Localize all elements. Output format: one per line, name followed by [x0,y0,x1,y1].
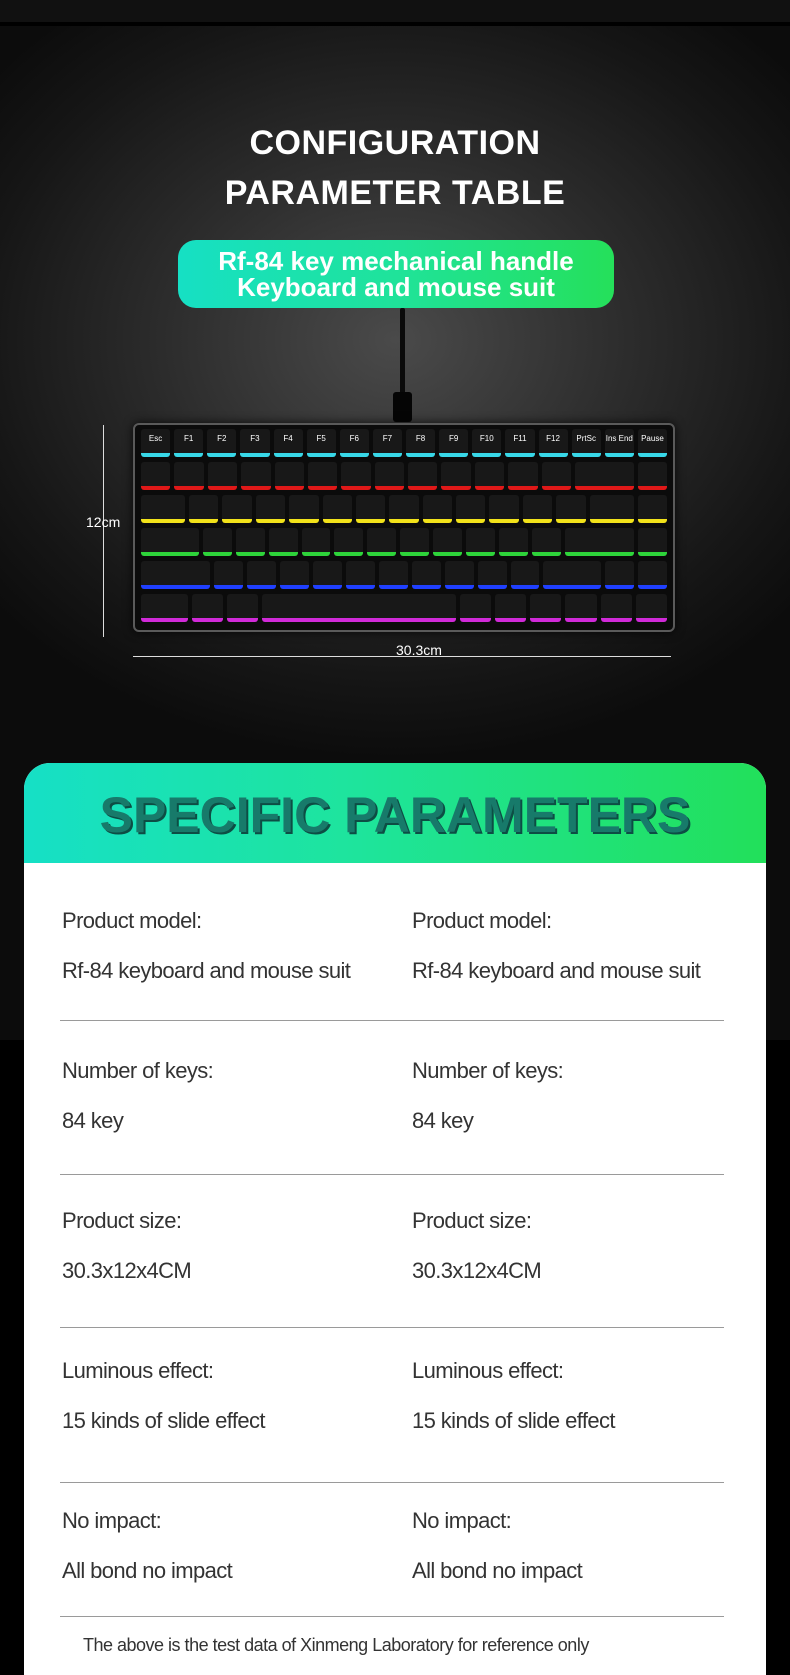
row-divider [60,1327,724,1328]
spec-row [24,1358,766,1508]
key [605,561,634,589]
key: F4 [274,429,303,457]
hero-title [0,118,790,218]
keyboard-row-shift [141,561,667,589]
hero-title-line2: PARAMETER TABLE [224,174,566,212]
key-arrow [565,594,596,622]
pill-line2: Keyboard and mouse suit [237,272,555,302]
key-enter [565,528,634,556]
key [275,462,304,490]
key: Ins End [605,429,634,457]
spec-label: Product size: [62,1208,182,1233]
width-dimension-label: 30.3cm [396,642,442,658]
keyboard-row-bottom [141,594,667,622]
key: F9 [439,429,468,457]
spec-label: Number of keys: [412,1058,564,1083]
spec-value: Rf-84 keyboard and mouse suit [62,958,351,983]
key-fn [192,594,223,622]
key [289,495,318,523]
key [247,561,276,589]
keyboard-row-function [141,429,667,457]
key [638,561,667,589]
key: F10 [472,429,501,457]
specs-card-header [24,763,766,863]
key-arrow [601,594,632,622]
key: Esc [141,429,170,457]
row-divider [60,1616,724,1617]
spec-value: 15 kinds of slide effect [412,1408,615,1433]
key [203,528,232,556]
key-alt [227,594,258,622]
key-alt [460,594,491,622]
key: F7 [373,429,402,457]
key: F12 [539,429,568,457]
key [341,462,370,490]
key [638,495,667,523]
key-tab [141,495,185,523]
key [222,495,251,523]
key [441,462,470,490]
key [508,462,537,490]
key [208,462,237,490]
key [408,462,437,490]
key [532,528,561,556]
spec-label: Product size: [412,1208,532,1233]
key-shift-left [141,561,210,589]
footer-note: The above is the test data of Xinmeng Laboratory for reference only [83,1635,589,1655]
key [236,528,265,556]
key-caps [141,528,199,556]
key [214,561,243,589]
key [302,528,331,556]
key [269,528,298,556]
key [542,462,571,490]
keyboard-row-number [141,462,667,490]
specs-title: SPECIFIC PARAMETERS [99,787,691,843]
spec-row [24,1058,766,1208]
key-arrow [636,594,667,622]
key: PrtSc [572,429,601,457]
key: F6 [340,429,369,457]
key [523,495,552,523]
key [475,462,504,490]
key [174,462,203,490]
cable-connector [393,392,412,422]
spec-label: Luminous effect: [412,1358,564,1383]
key [379,561,408,589]
spec-label: Product model: [62,908,202,933]
spec-value: 84 key [62,1108,124,1133]
row-divider [60,1020,724,1021]
key: F5 [307,429,336,457]
spec-label: No impact: [412,1508,512,1533]
key [489,495,518,523]
key [189,495,218,523]
spec-label: Number of keys: [62,1058,214,1083]
key [456,495,485,523]
key-ctrl [141,594,188,622]
key: F3 [240,429,269,457]
product-name-pill [178,240,614,308]
key [638,462,667,490]
key [400,528,429,556]
top-bar [0,0,790,26]
key [423,495,452,523]
height-dimension-label: 12cm [86,514,121,530]
key [356,495,385,523]
key [313,561,342,589]
key [308,462,337,490]
key-shift-right [543,561,601,589]
keyboard-row-home [141,528,667,556]
key [256,495,285,523]
spec-row [24,1208,766,1358]
key [638,528,667,556]
key-backspace [575,462,634,490]
spec-label: No impact: [62,1508,162,1533]
spec-value: 30.3x12x4CM [62,1258,192,1283]
spec-value: All bond no impact [412,1558,583,1583]
key: F2 [207,429,236,457]
keyboard-image [133,423,675,632]
key [389,495,418,523]
key [433,528,462,556]
key [375,462,404,490]
key-ctrl [530,594,561,622]
key: F11 [505,429,534,457]
key-space [262,594,456,622]
key [499,528,528,556]
key [280,561,309,589]
key [241,462,270,490]
key [466,528,495,556]
hero-title-line1: CONFIGURATION [249,124,541,162]
spec-row [24,908,766,1058]
key [511,561,540,589]
spec-value: 15 kinds of slide effect [62,1408,265,1433]
key-backslash [590,495,634,523]
key: F1 [174,429,203,457]
key [412,561,441,589]
spec-value: 84 key [412,1108,474,1133]
height-dimension-line [103,425,104,637]
key: Pause [638,429,667,457]
key [141,462,170,490]
spec-value: All bond no impact [62,1558,233,1583]
spec-value: 30.3x12x4CM [412,1258,542,1283]
key [346,561,375,589]
specs-card [24,763,766,1675]
key [478,561,507,589]
spec-label: Product model: [412,908,552,933]
keyboard-row-qwerty [141,495,667,523]
key [556,495,585,523]
keyboard-cable [400,308,405,396]
row-divider [60,1482,724,1483]
key [367,528,396,556]
key [323,495,352,523]
row-divider [60,1174,724,1175]
spec-label: Luminous effect: [62,1358,214,1383]
key [334,528,363,556]
key [445,561,474,589]
spec-value: Rf-84 keyboard and mouse suit [412,958,701,983]
key-fn [495,594,526,622]
pill-line1: Rf-84 key mechanical handle [218,246,574,276]
key: F8 [406,429,435,457]
